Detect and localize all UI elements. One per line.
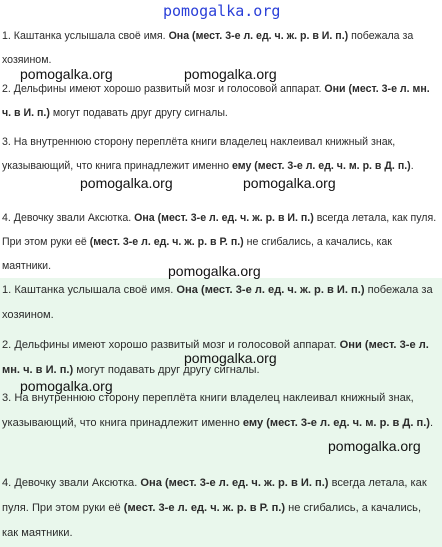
sentence-1 bbox=[2, 24, 440, 72]
pronoun-analysis: ему (мест. 3-е л. ед. ч. м. р. в Д. п.) bbox=[232, 160, 411, 172]
watermark: pomogalka.org bbox=[20, 66, 113, 82]
sentence-text: 4. Девочку звали Аксютка. bbox=[2, 212, 135, 224]
sentence-text: побежала за хозяином. bbox=[2, 284, 433, 321]
sentence-1 bbox=[2, 278, 440, 328]
watermark: pomogalka.org bbox=[168, 263, 261, 279]
sentence-3 bbox=[2, 130, 440, 178]
pronoun-analysis: Она (мест. 3-е л. ед. ч. ж. р. в И. п.) bbox=[134, 212, 314, 224]
sentence-text: 3. На внутреннюю сторону переплёта книги владелец наклеивал книжный знак, указывающий, что книга принадлежит именно bbox=[2, 136, 396, 172]
sentence-text: 4. Девочку звали Аксютка. bbox=[2, 477, 141, 489]
sentence-text: . bbox=[410, 160, 414, 172]
pronoun-analysis: Она (мест. 3-е л. ед. ч. ж. р. в И. п.) bbox=[176, 284, 365, 296]
watermark: pomogalka.org bbox=[184, 350, 277, 366]
watermark: pomogalka.org bbox=[184, 66, 277, 82]
sentence-2 bbox=[2, 77, 440, 125]
sentence-text: не сгибались, а качались, как маятники. bbox=[2, 502, 422, 539]
sentence-text: побежала за хозяином. bbox=[2, 30, 414, 66]
sentence-text: могут подавать друг другу сигналы. bbox=[73, 364, 260, 376]
watermark-title: pomogalka.org bbox=[163, 2, 281, 20]
pronoun-analysis: Они (мест. 3-е л. мн. ч. в И. п.) bbox=[2, 83, 430, 119]
pronoun-analysis: Она (мест. 3-е л. ед. ч. ж. р. в И. п.) bbox=[168, 30, 349, 42]
pronoun-analysis: (мест. 3-е л. ед. ч. ж. р. в Р. п.) bbox=[89, 236, 244, 248]
sentence-text: могут подавать друг другу сигналы. bbox=[49, 107, 228, 119]
watermark: pomogalka.org bbox=[20, 378, 113, 394]
pronoun-analysis: (мест. 3-е л. ед. ч. ж. р. в Р. п.) bbox=[123, 502, 286, 514]
sentence-text: 1. Каштанка услышала своё имя. bbox=[2, 30, 169, 42]
sentence-text: всегда летала, как пуля. При этом руки её bbox=[2, 477, 427, 514]
watermark: pomogalka.org bbox=[80, 175, 173, 191]
sentence-text: . bbox=[429, 417, 434, 429]
pronoun-analysis: Они (мест. 3-е л. мн. ч. в И. п.) bbox=[2, 339, 429, 376]
pronoun-analysis: ему (мест. 3-е л. ед. ч. м. р. в Д. п.) bbox=[242, 417, 430, 429]
sentence-text: всегда летала, как пуля. При этом руки её bbox=[2, 212, 437, 248]
sentence-text: не сгибались, а качались, как маятники. bbox=[2, 236, 392, 272]
watermark: pomogalka.org bbox=[328, 438, 421, 454]
pronoun-analysis: Она (мест. 3-е л. ед. ч. ж. р. в И. п.) bbox=[140, 477, 329, 489]
watermark: pomogalka.org bbox=[243, 175, 336, 191]
sentence-4 bbox=[2, 471, 440, 546]
sentence-text: 2. Дельфины имеют хорошо развитый мозг и голосовой аппарат. bbox=[2, 83, 325, 95]
sentence-text: 2. Дельфины имеют хорошо развитый мозг и голосовой аппарат. bbox=[2, 339, 340, 351]
sentence-text: 3. На внутреннюю сторону переплёта книги владелец наклеивал книжный знак, указывающий, что книга принадлежит именно bbox=[2, 392, 414, 429]
sentence-text: 1. Каштанка услышала своё имя. bbox=[2, 284, 177, 296]
